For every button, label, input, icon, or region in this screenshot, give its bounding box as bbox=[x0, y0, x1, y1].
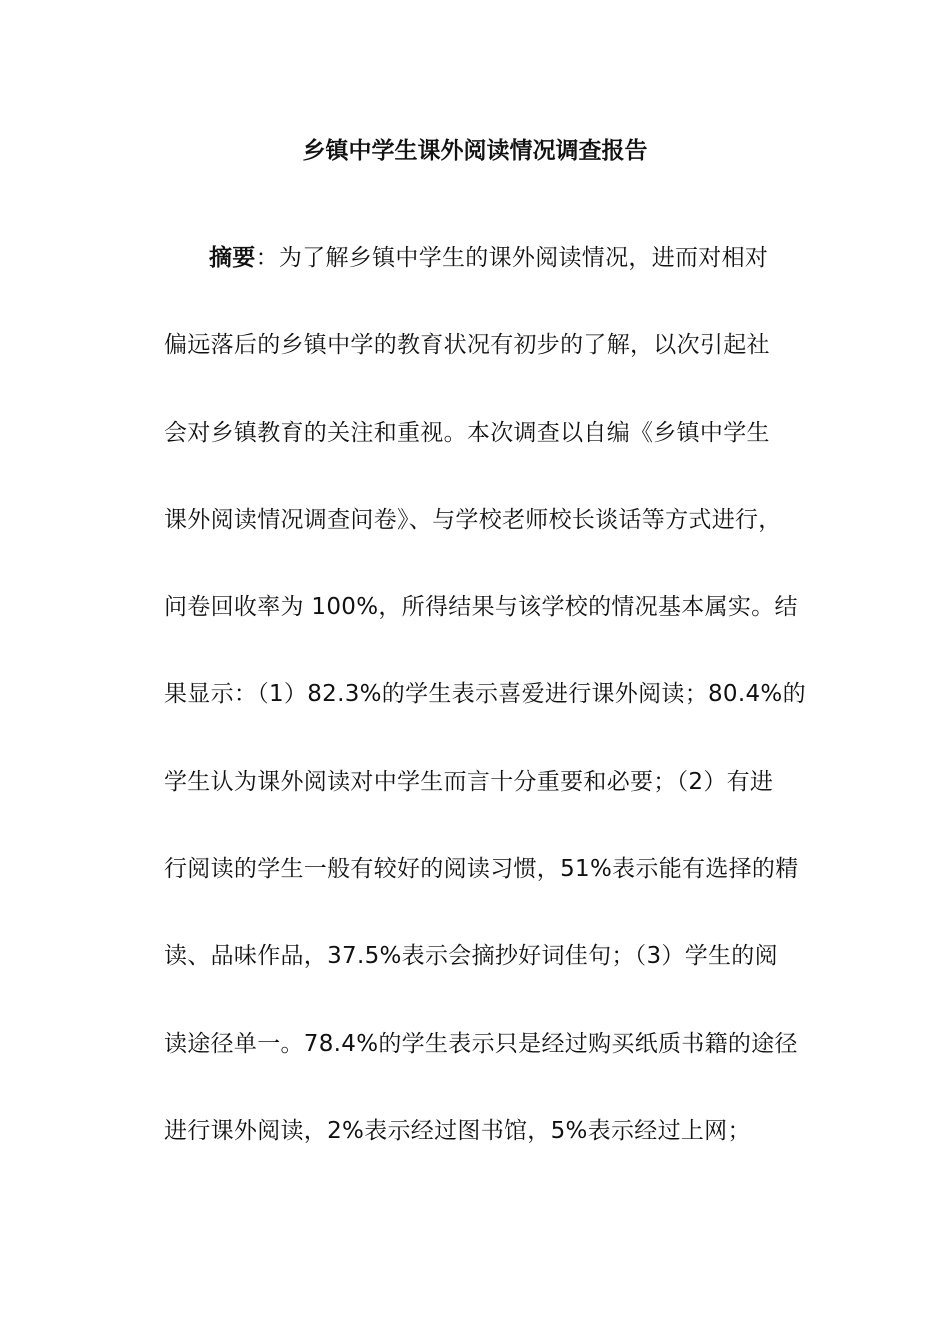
abstract-line-4: 课外阅读情况调查问卷》、与学校老师校长谈话等方式进行， bbox=[164, 506, 782, 533]
abstract-paragraph bbox=[164, 240, 814, 1200]
abstract-line-6: 果显示：（1）82.3%的学生表示喜爱进行课外阅读；80.4%的 bbox=[164, 681, 806, 708]
abstract-line-2: 偏远落后的乡镇中学的教育状况有初步的了解，以次引起社 bbox=[164, 332, 770, 359]
document-title: 乡镇中学生课外阅读情况调查报告 bbox=[302, 138, 648, 164]
abstract-line-1-text: ：为了解乡镇中学生的课外阅读情况，进而对相对 bbox=[255, 245, 769, 271]
abstract-line-5: 问卷回收率为 100%，所得结果与该学校的情况基本属实。结 bbox=[164, 594, 798, 621]
abstract-line-7: 学生认为课外阅读对中学生而言十分重要和必要；（2）有进 bbox=[164, 768, 774, 795]
abstract-line-10: 读途径单一。78.4%的学生表示只是经过购买纸质书籍的途径 bbox=[164, 1030, 798, 1057]
abstract-line-11: 进行课外阅读，2%表示经过图书馆，5%表示经过上网； bbox=[164, 1117, 751, 1144]
abstract-line-3: 会对乡镇教育的关注和重视。本次调查以自编《乡镇中学生 bbox=[164, 419, 770, 446]
abstract-label: 摘要 bbox=[209, 245, 256, 271]
abstract-line-8: 行阅读的学生一般有较好的阅读习惯，51%表示能有选择的精 bbox=[164, 856, 799, 883]
abstract-line-9: 读、品味作品，37.5%表示会摘抄好词佳句；（3）学生的阅 bbox=[164, 943, 778, 970]
abstract-line-1 bbox=[164, 240, 814, 327]
